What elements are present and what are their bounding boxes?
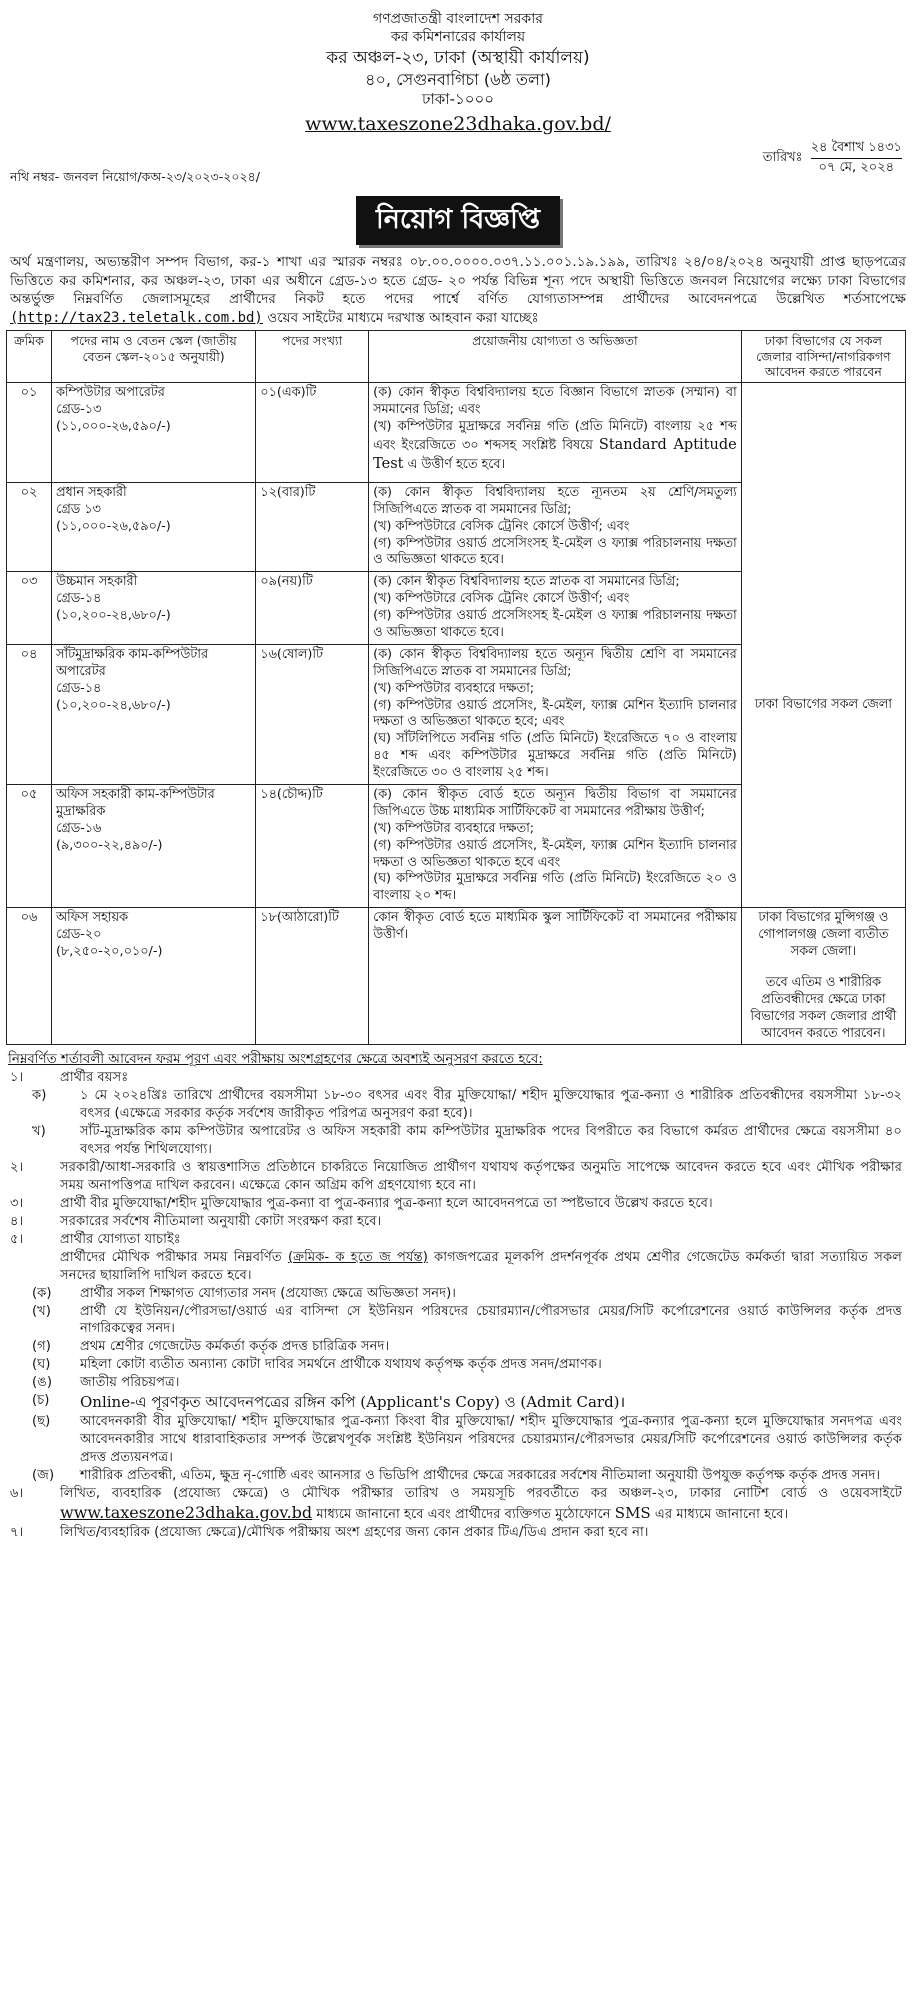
subitem-number: (ঙ) — [32, 1375, 52, 1391]
aptitude-test-name: Standard Aptitude Test — [373, 436, 737, 472]
row-qualifications — [369, 784, 742, 907]
district-row6-exception: তবে এতিম ও শারীরিক প্রতিবন্ধীদের ক্ষেত্রে ঢাকা বিভাগের সকল জেলার প্রার্থী আবেদন করতে পারবেন। — [750, 974, 897, 1041]
subitem-text: প্রথম শ্রেণীর গেজেটেড কর্মকর্তা কর্তৃক প্রদত্ত চারিত্রিক সনদ। — [80, 1339, 390, 1355]
row-serial: ০১ — [7, 382, 52, 482]
verification-intro-a: প্রার্থীদের মৌখিক পরীক্ষার সময় নিম্নবর্ণিত — [60, 1249, 282, 1265]
post-name: অফিস সহকারী কাম-কম্পিউটার মুদ্রাক্ষরিক — [55, 786, 215, 819]
row-qualifications — [369, 572, 742, 645]
office-address: ৪০, সেগুনবাগিচা (৬ষ্ঠ তলা) — [365, 70, 551, 90]
condition-item — [6, 1231, 910, 1249]
verification-intro-b: কাগজপত্রের মূলকপি প্রদর্শনপূর্বক প্রথম শ্রেণীর গেজেটেড কর্মকর্তা দ্বারা সত্যায়িত সকল সনদের ছায়ালিপি দাখিল করতে হবে। — [60, 1249, 903, 1283]
subitem-number: (গ) — [32, 1339, 51, 1355]
row-serial: ০৩ — [7, 572, 52, 645]
post-name: কম্পিউটার অপারেটর — [55, 384, 165, 400]
post-scale: (১১,০০০-২৬,৫৯০/-) — [55, 418, 171, 434]
qualification-item: (ক) কোন স্বীকৃত বিশ্ববিদ্যালয় হতে ন্যূনতম ২য় শ্রেণি/সমতুল্য সিজিপিএতে স্নাতক বা সমমানের ডিগ্রি; — [373, 484, 737, 517]
sms-label: SMS — [614, 1504, 651, 1523]
condition-subitem — [32, 1087, 910, 1123]
condition-subitem — [32, 1467, 910, 1485]
qualification-item: (ক) কোন স্বীকৃত বিশ্ববিদ্যালয় হতে বিজ্ঞান বিভাগে স্নাতক (সম্মান) বা সমমানের ডিগ্রি; এবং — [373, 384, 737, 417]
header-post-count: পদের সংখ্যা — [256, 330, 369, 382]
condition-item — [6, 1069, 910, 1087]
qualification-item: (খ) কম্পিউটার মুদ্রাক্ষরে সর্বনিম্ন গতি (প্রতি মিনিটে) বাংলায় ২৫ শব্দ এবং ইংরেজিতে ৩০ শব্দসহ সংশ্লিষ্ট বিষয়ে — [373, 418, 737, 453]
post-scale: (১০,২০০-২৪,৬৮০/-) — [55, 608, 171, 624]
row-post — [51, 482, 255, 571]
row-count: ১৪(চৌদ্দ)টি — [256, 784, 369, 907]
row-serial: ০৪ — [7, 644, 52, 784]
conditions-heading: নিম্নবর্ণিত শর্তাবলী আবেদন ফরম পূরণ এবং পরীক্ষায় অংশগ্রহণের ক্ষেত্রে অবশ্যই অনুসরণ করতে হবে: — [8, 1052, 543, 1068]
condition-item — [6, 1195, 910, 1213]
condition-number: ২। — [10, 1159, 24, 1175]
reference-number: নথি নম্বর- জনবল নিয়োগ/কঅ-২৩/২০২৩-২০২৪/ — [10, 169, 260, 185]
subitem-text: প্রার্থী যে ইউনিয়ন/পৌরসভা/ওয়ার্ড এর বাসিন্দা সে ইউনিয়ন পরিষদের চেয়ারম্যান/পৌরসভার মেয়র/সিটি কর্পোরেশনের ওয়ার্ড কাউন্সিলর কর্তৃক প্রদত্ত নাগরিকত্বের সনদ। — [80, 1303, 902, 1337]
subitem-text: ১ মে ২০২৪খ্রিঃ তারিখে প্রার্থীদের বয়সসীমা ১৮-৩০ বৎসর এবং বীর মুক্তিযোদ্ধা/ শহীদ মুক্তিযোদ্ধার পুত্র-কন্যা ও শারীরিক প্রতিবন্ধীদের বয়সসীমা ১৮-৩২ বৎসর (এক্ষেত্রে সরকার কর্তৃক সর্বশেষ জারীকৃত পরিপত্র অনুসরণ করা হবে)। — [80, 1088, 902, 1122]
row-post — [51, 908, 255, 1045]
qualification-item: কোন স্বীকৃত বোর্ড হতে মাধ্যমিক স্কুল সার্টিফিকেট বা সমমানের পরীক্ষায় উত্তীর্ণ। — [373, 910, 737, 943]
post-grade: গ্রেড-১৪ — [55, 591, 102, 607]
condition-subitem — [32, 1303, 910, 1339]
row-post — [51, 784, 255, 907]
subitem-number: (খ) — [32, 1303, 51, 1319]
qualification-item: (ক) কোন স্বীকৃত বোর্ড হতে অন্যূন দ্বিতীয় বিভাগ বা সমমানের জিপিএতে উচ্চ মাধ্যমিক সার্টিফিকেট বা সমমানের পরীক্ষায় উত্তীর্ণ; — [373, 786, 737, 819]
header-post-name: পদের নাম ও বেতন স্কেল (জাতীয় বেতন স্কেল-২০১৫ অনুযায়ী) — [51, 330, 255, 382]
condition-text: সরকারী/আধা-সরকারি ও স্বায়ত্তশাসিত প্রতিষ্ঠানে চাকরিতে নিয়োজিত প্রার্থীগণ যথাযথ কর্তৃপক্ষের অনুমতি সাপেক্ষে আবেদন করতে হবে এবং মৌখিক পরীক্ষার সময় অনাপত্তিপত্র দাখিল করবেন। এক্ষেত্রে কোন অগ্রিম কপি গ্রহণযোগ্য হবে না। — [60, 1159, 902, 1193]
notice-title: নিয়োগ বিজ্ঞপ্তি — [356, 196, 560, 246]
subitem-number: (ক) — [32, 1285, 52, 1301]
row-qualifications — [369, 382, 742, 482]
post-grade: গ্রেড-১৬ — [55, 820, 102, 836]
conditions-list — [6, 1069, 910, 1542]
post-name: প্রধান সহকারী — [55, 484, 127, 500]
row-post — [51, 572, 255, 645]
subitem-text: মহিলা কোটা ব্যতীত অন্যান্য কোটা দাবির সমর্থনে প্রার্থীকে যথাযথ কর্তৃপক্ষ কর্তৃক প্রদত্ত সনদ/প্রমাণক। — [80, 1357, 602, 1373]
intro-tail: ওয়েব সাইটের মাধ্যমে দরখাস্ত আহবান করা যাচ্ছেঃ — [267, 309, 539, 326]
condition-item — [6, 1249, 910, 1285]
verification-range: (ক্রমিক- ক হতে জ পর্যন্ত) — [287, 1249, 428, 1265]
post-name: উচ্চমান সহকারী — [55, 574, 138, 590]
condition-item — [6, 1159, 910, 1195]
qualification-item: (গ) কম্পিউটার ওয়ার্ড প্রসেসিংসহ ই-মেইল ও ফ্যাক্স পরিচালনায় দক্ষতা ও অভিজ্ঞতা থাকতে হবে। — [373, 608, 737, 640]
header-serial: ক্রমিক — [7, 330, 52, 382]
post-scale: (৮,২৫০-২০,০১০/-) — [55, 944, 163, 959]
condition-title: প্রার্থীর বয়সঃ — [60, 1070, 129, 1086]
qualification-item: (ক) কোন স্বীকৃত বিশ্ববিদ্যালয় হতে স্নাতক বা সমমানের ডিগ্রি; — [373, 574, 680, 590]
condition-item — [6, 1213, 910, 1231]
qualification-item: (খ) কম্পিউটার ব্যবহারে দক্ষতা; — [373, 680, 535, 696]
row-count: ১৬(ষোল)টি — [256, 644, 369, 784]
row-qualifications — [369, 482, 742, 571]
subitem-text: আবেদনকারী বীর মুক্তিযোদ্ধা/ শহীদ মুক্তিযোদ্ধার পুত্র-কন্যা কিংবা বীর মুক্তিযোদ্ধা/ শহীদ মুক্তিযোদ্ধার পুত্র-কন্যার পুত্র-কন্যা হলে মুক্তিযোদ্ধার সনদপত্র এবং আবেদনকারীর সাথে ধারাবাহিকতার সম্পর্ক উল্লেখপূর্বক সংশ্লিষ্ট ইউনিয়ন পরিষদের চেয়ারম্যান/পৌরসভার মেয়র/সিটি কর্পোরেশনের ওয়ার্ড কাউন্সিলর কর্তৃক প্রদত্ত প্রত্যয়নপত্র। — [80, 1413, 902, 1465]
condition-number: ৫। — [10, 1231, 24, 1247]
condition-number: ৭। — [10, 1525, 24, 1541]
condition-subitem — [32, 1374, 910, 1392]
date-row — [6, 137, 910, 183]
condition-text — [60, 1485, 910, 1525]
zone-name: কর অঞ্চল-২৩, ঢাকা (অস্থায়ী কার্যালয়) — [326, 47, 590, 68]
post-scale: (১০,২০০-২৪,৬৮০/-) — [55, 697, 171, 713]
qualification-item: (খ) কম্পিউটার ব্যবহারে দক্ষতা; — [373, 820, 535, 836]
qualification-item: (গ) কম্পিউটার ওয়ার্ড প্রসেসিং, ই-মেইল, ফ্যাক্স মেশিন ইত্যাদি চালনার দক্ষতা ও অভিজ্ঞতা থাকতে হবে এবং — [373, 837, 737, 870]
condition-number: ৩। — [10, 1195, 24, 1211]
subitem-number: (জ) — [32, 1467, 55, 1483]
row-serial: ০২ — [7, 482, 52, 571]
condition-title: প্রার্থীর যোগ্যতা যাচাইঃ — [60, 1231, 181, 1247]
condition-number: ৬। — [10, 1485, 24, 1501]
header-qualification: প্রয়োজনীয় যোগ্যতা ও অভিজ্ঞতা — [369, 330, 742, 382]
condition-item — [6, 1485, 910, 1525]
row-serial: ০৬ — [7, 908, 52, 1045]
qualification-item: (ঘ) সাঁটলিপিতে সর্বনিম্ন গতি (প্রতি মিনিটে) ইংরেজিতে ৭০ ও বাংলায় ৪৫ শব্দ এবং কম্পিউটার মুদ্রাক্ষরে সর্বনিম্ন গতি (প্রতি মিনিটে) ইংরেজিতে ৩০ ও বাংলায় ২৫ শব্দ। — [373, 731, 737, 781]
govt-name: গণপ্রজাতন্ত্রী বাংলাদেশ সরকার — [373, 11, 543, 27]
condition-subitem — [32, 1338, 910, 1356]
qualification-item: (গ) কম্পিউটার ওয়ার্ড প্রসেসিং, ই-মেইল, ফ্যাক্স মেশিন ইত্যাদি চালনার দক্ষতা ও অভিজ্ঞতা থাকতে হবে; এবং — [373, 697, 737, 730]
post-grade: গ্রেড ১৩ — [55, 501, 101, 517]
district-all: ঢাকা বিভাগের সকল জেলা — [754, 696, 892, 712]
table-row — [7, 382, 906, 482]
subitem-number: (ঘ) — [32, 1357, 51, 1373]
condition-number: ১। — [10, 1070, 24, 1086]
intro-text: অর্থ মন্ত্রণালয়, অভ্যন্তরীণ সম্পদ বিভাগ, কর-১ শাখা এর স্মারক নম্বরঃ ০৮.০০.০০০০.০৩৭.১১.০০১.১৯.১৯৯, তারিখঃ ২৪/০৪/২০২৪ অনুযায়ী প্রাপ্ত ছাড়পত্রের ভিত্তিতে কর কমিশনার, কর অঞ্চল-২৩, ঢাকা এর অধীনে গ্রেড-১৩ হতে গ্রেড- ২০ পর্যন্ত বিভিন্ন শূন্য পদে অস্থায়ী ভিত্তিতে জনবল নিয়োগের লক্ষ্যে ঢাকা বিভাগের অন্তর্ভুক্ত নিম্নবর্ণিত জেলাসমূহের প্রার্থীদের নিকট হতে পদের পার্শ্বে বর্ণিত যোগ্যতাসম্পন্ন প্রার্থীদের আবেদনপত্রে উল্লেখিত শর্তসাপেক্ষে — [10, 254, 906, 308]
condition-subitem — [32, 1413, 910, 1467]
qualification-item: (খ) কম্পিউটারে বেসিক ট্রেনিং কোর্সে উত্তীর্ণ; এবং — [373, 518, 630, 534]
district-cell — [741, 908, 905, 1045]
subitem-number: ক) — [32, 1088, 47, 1104]
subitem-text: জাতীয় পরিচয়পত্র। — [80, 1375, 180, 1391]
condition-subitem — [32, 1285, 910, 1303]
intro-paragraph — [6, 253, 910, 327]
post-grade: গ্রেড-২০ — [55, 927, 102, 943]
date-bangla: ২৪ বৈশাখ ১৪৩১ — [811, 139, 902, 158]
qualification-item: (গ) কম্পিউটার ওয়ার্ড প্রসেসিংসহ ই-মেইল ও ফ্যাক্স পরিচালনায় দক্ষতা ও অভিজ্ঞতা থাকতে হবে। — [373, 535, 737, 568]
row-post — [51, 644, 255, 784]
table-row — [7, 908, 906, 1045]
qualification-item: (ঘ) কম্পিউটার মুদ্রাক্ষরে সর্বনিম্ন গতি (প্রতি মিনিটে) ইংরেজিতে ২০ ও বাংলায় ২০ শব্দ। — [373, 871, 737, 904]
subitem-text: শারীরিক প্রতিবন্ধী, এতিম, ক্ষুদ্র নৃ-গোষ্ঠি এবং আনসার ও ভিডিপি প্রার্থীদের ক্ষেত্রে সরকারের সর্বশেষ নীতিমালা অনুযায়ী উপযুক্ত কর্তৃপক্ষ কর্তৃক প্রদত্ত সনদ। — [80, 1467, 881, 1483]
office-city: ঢাকা-১০০০ — [421, 90, 495, 109]
date-english: ০৭ মে, ২০২৪ — [818, 159, 895, 175]
condition-text: লিখিত/ব্যবহারিক (প্রযোজ্য ক্ষেত্রে)/মৌখিক পরীক্ষায় অংশ গ্রহণের জন্য কোন প্রকার টিএ/ডিএ প্রদান করা হবে না। — [60, 1525, 649, 1541]
condition-text: সরকারের সর্বশেষ নীতিমালা অনুযায়ী কোটা সংরক্ষণ করা হবে। — [60, 1213, 382, 1229]
district-cell — [741, 382, 905, 907]
schedule-text-c: এর মাধ্যমে জানানো হবে। — [654, 1507, 789, 1523]
condition-number: ৪। — [10, 1213, 24, 1229]
condition-item — [6, 1524, 910, 1542]
row-post — [51, 382, 255, 482]
condition-text: প্রার্থী বীর মুক্তিযোদ্ধা/শহীদ মুক্তিযোদ্ধার পুত্র-কন্যা বা পুত্র-কন্যার পুত্র-কন্যা হলে আবেদনপত্রে তা স্পষ্টভাবে উল্লেখ করতে হবে। — [60, 1195, 713, 1211]
post-scale: (১১,০০০-২৬,৫৯০/-) — [55, 518, 171, 534]
subitem-text: প্রার্থীর সকল শিক্ষাগত যোগ্যতার সনদ (প্রযোজ্য ক্ষেত্রে অভিজ্ঞতা সনদ)। — [80, 1285, 456, 1301]
date-block — [763, 139, 902, 175]
office-website-link[interactable]: www.taxeszone23dhaka.gov.bd/ — [305, 113, 611, 136]
office-website-link[interactable]: www.taxeszone23dhaka.gov.bd — [60, 1503, 313, 1523]
qualification-tail: এ উত্তীর্ণ হতে হবে। — [407, 456, 506, 472]
row-serial: ০৫ — [7, 784, 52, 907]
header-eligible-districts: ঢাকা বিভাগের যে সকল জেলার বাসিন্দা/নাগরিকগণ আবেদন করতে পারবেন — [741, 330, 905, 382]
post-name: অফিস সহায়ক — [55, 910, 128, 926]
subitem-text: Online-এ পূরণকৃত আবেদনপত্রের রঙ্গিন কপি (Applicant's Copy) ও (Admit Card)। — [80, 1393, 626, 1412]
post-grade: গ্রেড-১৪ — [55, 680, 102, 696]
schedule-text-a: লিখিত, ব্যবহারিক (প্রযোজ্য ক্ষেত্রে) ও মৌখিক পরীক্ষার তারিখ ও সময়সূচি পরবর্তীতে কর অঞ্চল-২৩, ঢাকার নোটিশ বোর্ড ও ওয়েবসাইটে — [60, 1485, 902, 1501]
subitem-text: সাঁট-মুদ্রাক্ষরিক কাম কম্পিউটার অপারেটর ও অফিস সহকারী কাম কম্পিউটার মুদ্রাক্ষরিক পদের বিপরীতে কর বিভাগে কর্মরত প্রার্থীদের ক্ষেত্রে বয়সসীমা ৪০ বৎসর পর্যন্ত শিথিলযোগ্য। — [80, 1124, 903, 1157]
schedule-text-b: মাধ্যমে জানানো হবে এবং প্রার্থীদের ব্যক্তিগত মুঠোফোনে — [316, 1507, 611, 1523]
row-count: ০১(এক)টি — [256, 382, 369, 482]
vacancy-table — [6, 330, 906, 1045]
row-count: ১২(বার)টি — [256, 482, 369, 571]
condition-subitem — [32, 1356, 910, 1374]
office-header — [6, 10, 910, 137]
district-row6-main: ঢাকা বিভাগের মুন্সিগঞ্জ ও গোপালগঞ্জ জেলা ব্যতীত সকল জেলা। — [758, 910, 889, 959]
application-site-link[interactable]: (http://tax23.teletalk.com.bd) — [10, 309, 263, 326]
post-name: সাঁটমুদ্রাক্ষরিক কাম-কম্পিউটার অপারেটর — [55, 646, 209, 679]
subitem-number: খ) — [32, 1124, 46, 1139]
row-qualifications — [369, 644, 742, 784]
row-count: ০৯(নয়)টি — [256, 572, 369, 645]
table-header-row — [7, 330, 906, 382]
office-name: কর কমিশনারের কার্যালয় — [390, 29, 526, 46]
post-scale: (৯,৩০০-২২,৪৯০/-) — [55, 837, 163, 853]
subitem-number: (চ) — [32, 1393, 50, 1409]
condition-subitem — [32, 1392, 910, 1412]
qualification-item: (খ) কম্পিউটারে বেসিক ট্রেনিং কোর্সে উত্তীর্ণ; এবং — [373, 591, 630, 607]
verification-intro — [60, 1249, 910, 1285]
date-label: তারিখঃ — [762, 149, 803, 165]
row-qualifications — [369, 908, 742, 1045]
condition-subitem — [32, 1123, 910, 1159]
post-grade: গ্রেড-১৩ — [55, 401, 102, 417]
subitem-number: (ছ) — [32, 1413, 51, 1429]
qualification-item: (ক) কোন স্বীকৃত বিশ্ববিদ্যালয় হতে অন্যূন দ্বিতীয় শ্রেণি বা সমমানের সিজিপিএতে স্নাতক বা সমমানের ডিগ্রি; — [373, 646, 737, 679]
row-count: ১৮(আঠারো)টি — [256, 908, 369, 1045]
